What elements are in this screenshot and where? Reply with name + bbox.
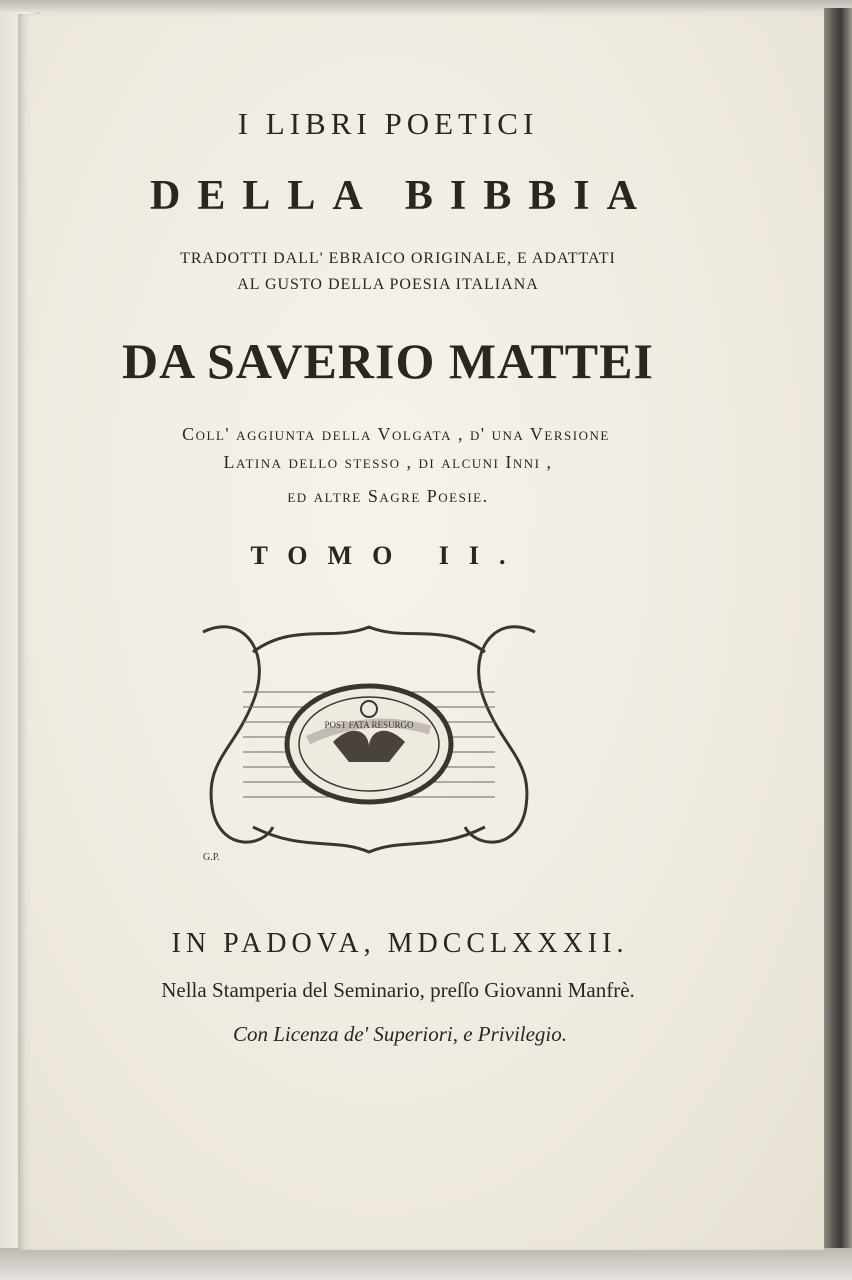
title-line-2: DELLA BIBBIA [150, 173, 654, 219]
printer-device-vignette [183, 612, 555, 864]
contents-line-3: ed altre Sagre Poesie. [287, 486, 489, 506]
subtitle-line-1: TRADOTTI DALL' EBRAICO ORIGINALE, E ADATTATI [180, 250, 616, 267]
medallion [287, 686, 451, 802]
title-page [18, 14, 824, 1250]
author: DA SAVERIO MATTEI [122, 333, 654, 389]
vignette-motto: POST FATA RESURGO [324, 720, 414, 730]
left-scroll-ornament [203, 627, 273, 842]
book-cover-edge [824, 8, 852, 1258]
scan-bottom-edge [0, 1248, 852, 1280]
engraver-initials: G.P. [203, 852, 220, 863]
right-scroll-ornament [465, 627, 535, 842]
volume-label: TOMO II. [250, 541, 526, 570]
scan-top-edge [0, 0, 852, 14]
license-line: Con Licenza de' Superiori, e Privilegio. [232, 1022, 568, 1046]
subtitle-line-2: AL GUSTO DELLA POESIA ITALIANA [237, 276, 539, 293]
contents-line-1: Coll' aggiunta della Volgata , d' una Versione [182, 424, 610, 444]
imprint-place-year: IN PADOVA, MDCCLXXXII. [171, 928, 629, 959]
contents-line-2: Latina dello stesso , di alcuni Inni , [223, 452, 553, 472]
title-line-1: I LIBRI POETICI [237, 106, 539, 141]
printer-line: Nella Stamperia del Seminario, preſſo Giovanni Manfrè. [161, 978, 635, 1002]
